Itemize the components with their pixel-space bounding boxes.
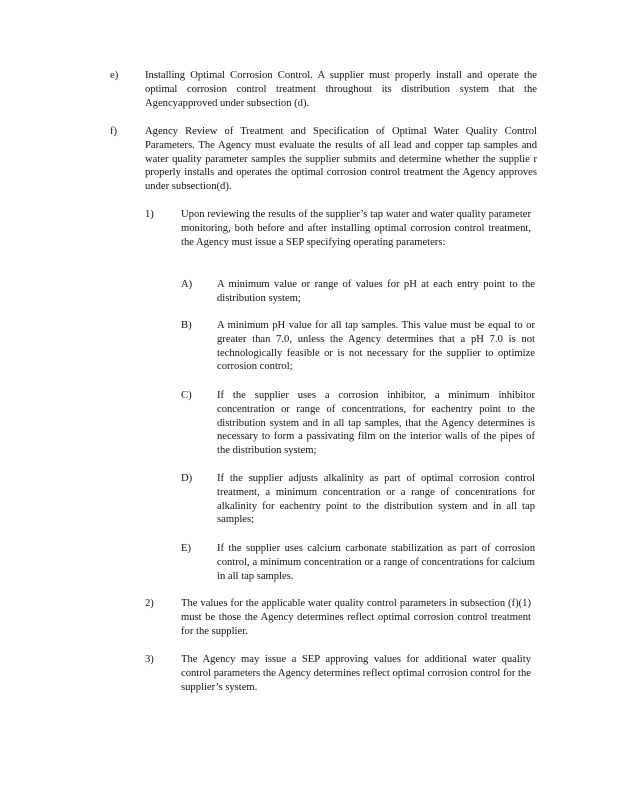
item-label: E)	[181, 543, 191, 554]
item-label: 2)	[145, 598, 154, 609]
item-label: D)	[181, 473, 193, 484]
item-text: A minimum pH value for all tap samples. This value must be equal to or greater than 7.0, unless the Agency determines that a pH 7.0 is not technologically feasible or is not necessary for the supplier to optimize corrosion control;	[217, 320, 535, 373]
item-text: Agency Review of Treatment and Specification of Optimal Water Quality Control Parameters. The Agency must evaluate the results of all lead and copper tap samples and water quality parameter samples the supplier submits and determine whether the supplie r properly installs and operates the optimal corrosion control treatment the Agency approves under subsection(d).	[145, 126, 537, 193]
item-text: The Agency may issue a SEP approving values for additional water quality control parameters the Agency determines reflect optimal corrosion control for the supplier’s system.	[181, 654, 531, 693]
item-label: B)	[181, 320, 192, 331]
item-text: A minimum value or range of values for pH at each entry point to the distribution system;	[217, 279, 535, 304]
item-text: If the supplier uses calcium carbonate stabilization as part of corrosion control, a minimum concentration or a range of concentrations for calcium in all tap samples.	[217, 543, 535, 582]
item-label: e)	[110, 70, 119, 81]
item-text: If the supplier uses a corrosion inhibitor, a minimum inhibitor concentration or range of concentrations, for eachentry point to the distribution system and in all tap samples, that the Agency determines is necessary to form a passivating film on the interior walls of the pipes of the distribution system;	[217, 390, 535, 457]
item-text: Upon reviewing the results of the supplier’s tap water and water quality parameter monitoring, both before and after installing optimal corrosion control treatment, the Agency must issue a SEP specifying operating parameters:	[181, 209, 531, 248]
item-label: A)	[181, 279, 193, 290]
item-label: C)	[181, 390, 192, 401]
item-label: 1)	[145, 209, 154, 220]
item-text: Installing Optimal Corrosion Control. A supplier must properly install and operate the optimal corrosion control treatment throughout its distribution system that the Agencyapproved under subsection (d).	[145, 70, 537, 109]
item-label: 3)	[145, 654, 154, 665]
item-label: f)	[110, 126, 118, 137]
item-text: The values for the applicable water quality control parameters in subsection (f)(1) must be those the Agency determines reflect optimal corrosion control treatment for the supplier.	[181, 598, 531, 637]
item-text: If the supplier adjusts alkalinity as part of optimal corrosion control treatment, a minimum concentration or a range of concentrations for alkalinity for eachentry point to the distribution system and in all tap samples;	[217, 473, 535, 526]
